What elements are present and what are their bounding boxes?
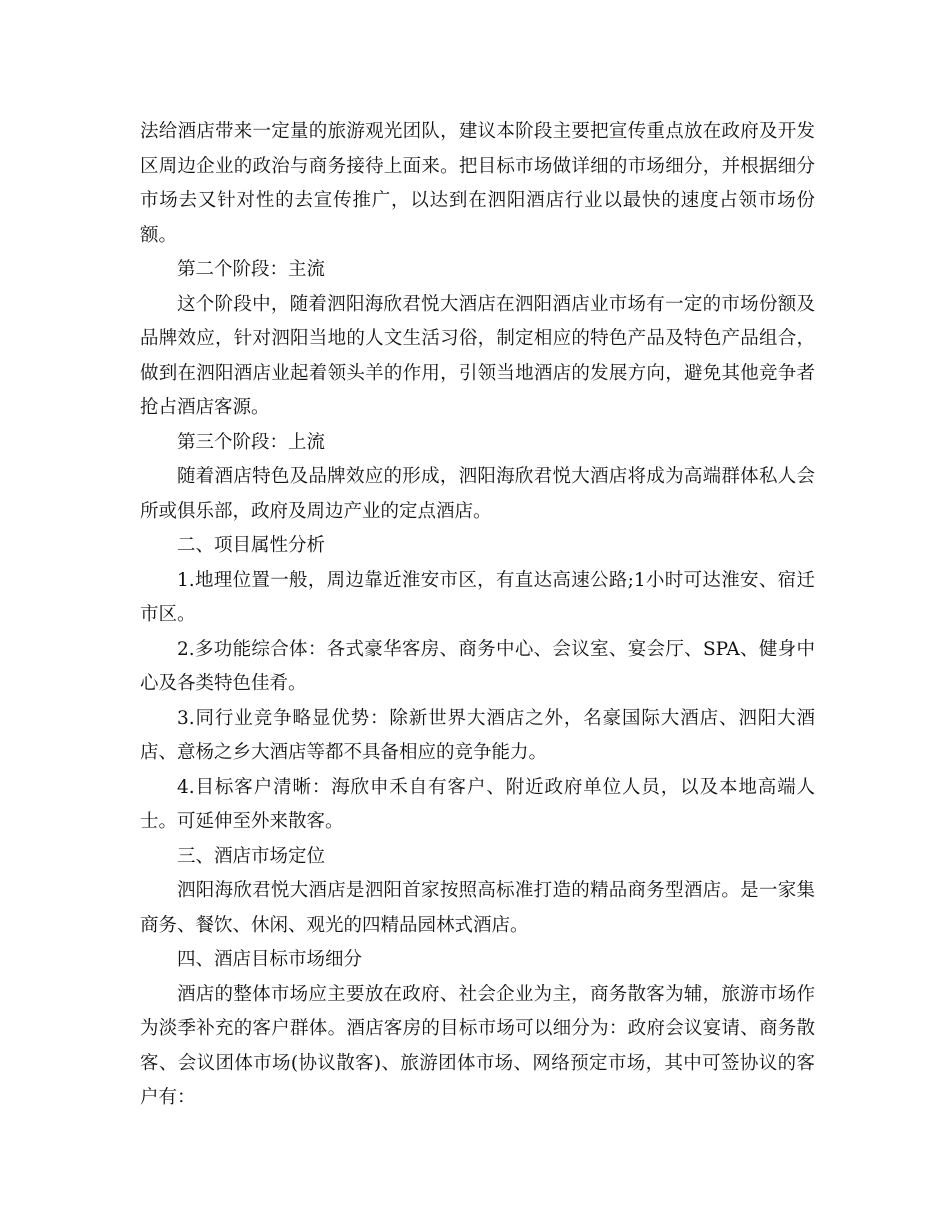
paragraph-stage-three: 随着酒店特色及品牌效应的形成，泗阳海欣君悦大酒店将成为高端群体私人会所或俱乐部，政府及周边产业的定点酒店。 (140, 466, 815, 522)
heading-market-positioning: 三、酒店市场定位 (177, 845, 326, 867)
paragraph-stage-two: 这个阶段中，随着泗阳海欣君悦大酒店在泗阳酒店业市场有一定的市场份额及品牌效应，针对泗阳当地的人文生活习俗，制定相应的特色产品及特色产品组合，做到在泗阳酒店业起着领头羊的作用，引领当地酒店的发展方向，避免其他竞争者抢占酒店客源。 (140, 293, 815, 418)
list-item-competition: 3.同行业竞争略显优势：除新世界大酒店之外，名豪国际大酒店、泗阳大酒店、意杨之乡大酒店等都不具备相应的竞争能力。 (140, 707, 815, 763)
list-item-multifunction: 2.多功能综合体：各式豪华客房、商务中心、会议室、宴会厅、SPA、健身中心及各类特色佳肴。 (140, 638, 815, 694)
heading-stage-two: 第二个阶段：主流 (177, 259, 326, 280)
list-item-location: 1.地理位置一般，周边靠近淮安市区，有直达高速公路;1小时可达淮安、宿迁市区。 (140, 569, 815, 625)
heading-market-segmentation: 四、酒店目标市场细分 (177, 949, 363, 970)
heading-project-attributes: 二、项目属性分析 (177, 535, 326, 556)
paragraph-market-positioning: 泗阳海欣君悦大酒店是泗阳首家按照高标准打造的精品商务型酒店。是一家集商务、餐饮、休闲、观光的四精品园林式酒店。 (140, 880, 815, 936)
document-body (140, 115, 815, 1116)
list-item-target-customers: 4.目标客户清晰：海欣申禾自有客户、附近政府单位人员，以及本地高端人士。可延伸至外来散客。 (140, 776, 815, 832)
heading-stage-three: 第三个阶段：上流 (177, 431, 326, 453)
paragraph-market-segmentation: 酒店的整体市场应主要放在政府、社会企业为主，商务散客为辅，旅游市场作为淡季补充的客户群体。酒店客房的目标市场可以细分为：政府会议宴请、商务散客、会议团体市场(协议散客)、旅游团体市场、网络预定市场，其中可签协议的客户有： (140, 983, 815, 1108)
paragraph-intro-continued: 法给酒店带来一定量的旅游观光团队，建议本阶段主要把宣传重点放在政府及开发区周边企业的政治与商务接待上面来。把目标市场做详细的市场细分，并根据细分市场去又针对性的去宣传推广，以达到在泗阳酒店行业以最快的速度占领市场份额。 (140, 121, 815, 246)
